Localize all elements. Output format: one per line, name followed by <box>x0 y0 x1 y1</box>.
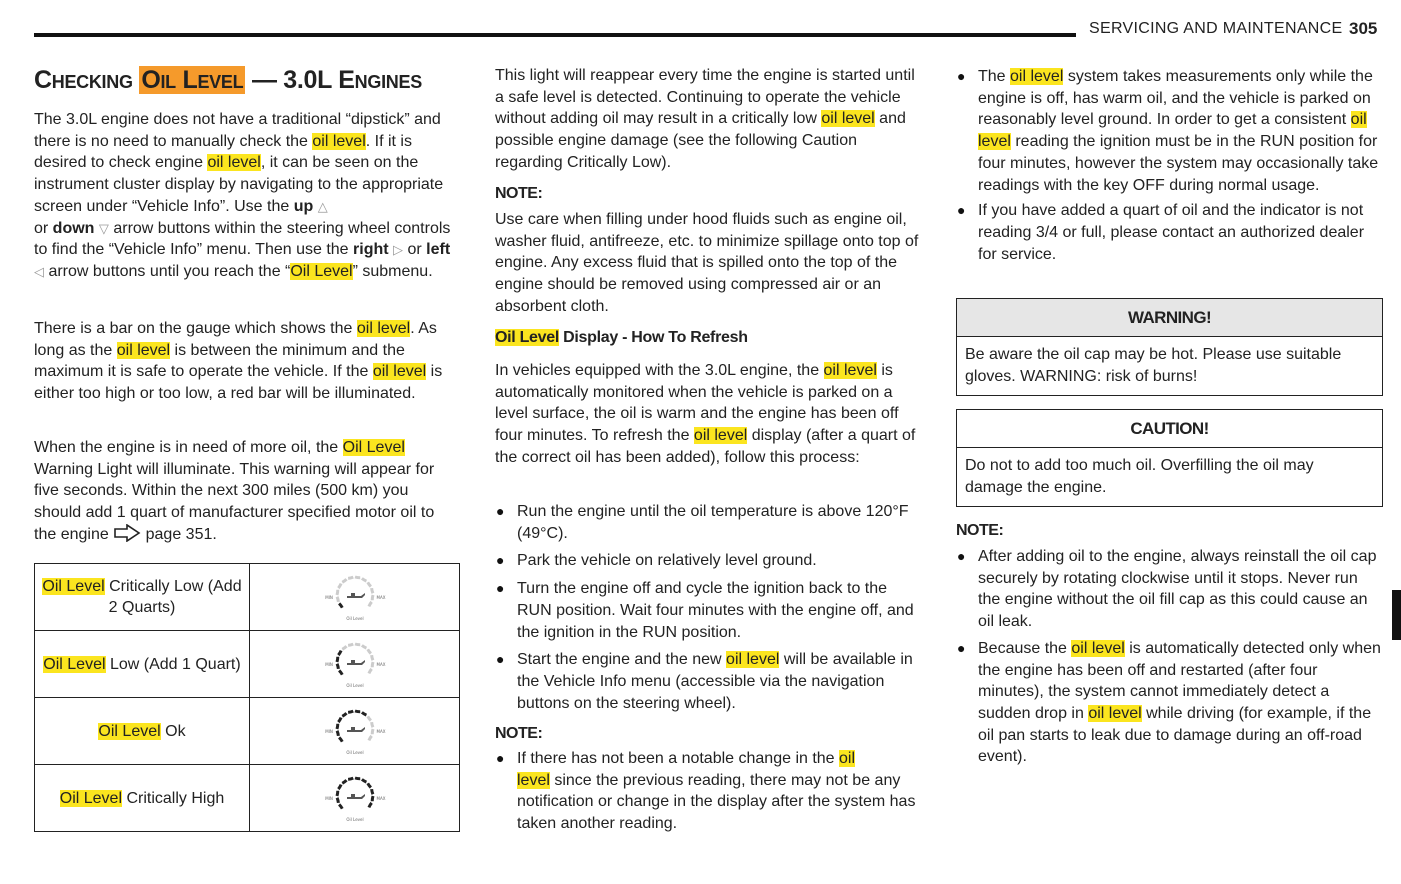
gauge-segment <box>348 644 353 645</box>
gauge-segment <box>367 649 370 653</box>
gauge-segment <box>342 713 346 716</box>
note-heading: NOTE: <box>495 185 543 202</box>
down-arrow-icon: ▽ <box>98 220 109 236</box>
section-tab-marker <box>1392 590 1401 640</box>
gauge-segment <box>368 736 371 741</box>
gauge-max-label: MAX <box>376 595 385 600</box>
list-item: ● The oil level system takes measurements only while the engine is off, has warm oil, and the vehicle is parked on reasonably level ground. In order to get a consistent oil level reading the ignition must be in the RUN position for four minutes, however the system may occasionally take readings with the key OFF during normal usage. <box>956 66 1381 196</box>
gauge-segment <box>339 603 342 607</box>
gauge-name-label: Oil Level <box>345 750 364 755</box>
left-arrow-icon: ◁ <box>34 263 44 279</box>
measurement-list <box>956 66 1381 265</box>
table-row <box>35 698 460 765</box>
gauge-segment <box>371 722 372 727</box>
oil-level-gauge-table <box>34 563 460 832</box>
gauge-segment <box>361 578 366 581</box>
gauge-cell <box>250 765 460 832</box>
gauge-segment <box>367 716 370 720</box>
page-number: 305 <box>1349 19 1378 38</box>
warning-text: Be aware the oil cap may be hot. Please use suitable gloves. WARNING: risk of burns! <box>965 346 1342 385</box>
reappear-paragraph: This light will reappear every time the engine is started until a safe level is detected. Continuing to operate the vehicle without adding oil may result in a critically low oil level and possible engine damage (see the following Caution regarding Critically Low). <box>495 67 915 171</box>
table-row <box>35 631 460 698</box>
gauge-min-label: MIN <box>324 662 333 667</box>
gauge-name-label: Oil Level <box>345 817 364 822</box>
gauge-segment <box>367 582 370 586</box>
page-reference-arrow-icon <box>113 524 141 542</box>
gauge-segment <box>348 778 353 779</box>
gauge-segment <box>361 645 366 648</box>
gauge-segment <box>337 657 338 662</box>
note-heading: NOTE: <box>956 522 1004 539</box>
warning-light-paragraph: When the engine is in need of more oil, the Oil Level Warning Light will illuminate. This warning will appear for five seconds. Within the next 300 miles (500 km) you should add 1 quart of manufacturer specified motor oil to the engine page 351. <box>34 439 435 543</box>
gauge-name-label: Oil Level <box>345 683 364 688</box>
gauge-name-label: Oil Level <box>345 616 364 621</box>
gauge-segment <box>339 670 342 674</box>
gauge-segment <box>372 729 373 734</box>
gauge-max-label: MAX <box>376 729 385 734</box>
gauge-segment <box>355 644 360 645</box>
gauge-state-label: Oil Level Critically Low (Add 2 Quarts) <box>35 564 250 631</box>
warning-box <box>956 298 1383 396</box>
gauge-state-label: Oil Level Low (Add 1 Quart) <box>35 631 250 698</box>
gauge-segment <box>371 588 372 593</box>
gauge-segment <box>372 595 373 600</box>
gauge-segment <box>337 731 338 736</box>
page-title <box>34 66 422 95</box>
gauge-segment <box>337 798 338 803</box>
gauge-segment <box>372 796 373 801</box>
table-row <box>35 564 460 631</box>
list-item: ● Run the engine until the oil temperature is above 120°F (49°C). <box>495 501 920 544</box>
gauge-min-label: MIN <box>324 796 333 801</box>
gauge-segment <box>337 724 338 729</box>
gauge-segment <box>339 737 342 741</box>
gauge-segment <box>348 577 353 578</box>
caution-heading: CAUTION! <box>957 410 1382 448</box>
note-heading: NOTE: <box>495 725 543 742</box>
oil-level-gauge-icon <box>315 703 395 759</box>
gauge-segment <box>348 711 353 712</box>
note-text: Use care when filling under hood fluids such as engine oil, washer fluid, antifreeze, etc. to minimize spillage onto top of engine. Any excess fluid that is spilled onto the top of the engine should be removed using compressed air or an absorbent cloth. <box>495 211 919 315</box>
gauge-segment <box>361 712 366 715</box>
list-item: ● If you have added a quart of oil and the indicator is not reading 3/4 or full, please contact an authorized dealer for service. <box>956 200 1381 265</box>
gauge-cell <box>250 698 460 765</box>
gauge-segment <box>355 577 360 578</box>
title-suffix: — 3.0L Engines <box>245 66 422 94</box>
table-row <box>35 765 460 832</box>
gauge-segment <box>338 584 341 589</box>
title-highlight: Oil Level <box>141 66 244 94</box>
gauge-segment <box>371 655 372 660</box>
gauge-max-label: MAX <box>376 796 385 801</box>
gauge-segment <box>342 579 346 582</box>
oil-can-icon <box>347 593 365 598</box>
gauge-segment <box>368 669 371 674</box>
gauge-segment <box>337 590 338 595</box>
list-item: ● Turn the engine off and cycle the ignition back to the RUN position. Wait four minutes with the engine off, and the ignition in the RUN position. <box>495 578 920 643</box>
intro-paragraph: The 3.0L engine does not have a traditional “dipstick” and there is no need to manually check the oil level. If it is desired to check engine oil level, it can be seen on the instrument cluster display by navigating to the appropriate screen under “Vehicle Info”. Use the up △ or down ▽ arrow buttons within the steering wheel controls to find the “Vehicle Info” menu. Then use the right ▷ or left ◁ arrow buttons until you reach the “Oil Level” submenu. <box>34 111 451 280</box>
refresh-paragraph: In vehicles equipped with the 3.0L engine, the oil level is automatically monitored when the vehicle is parked on a level surface, the oil is warm and the engine has been off four minutes. To refresh the oil level display (after a quart of the correct oil has been added), follow this process: <box>495 362 916 466</box>
gauge-segment <box>355 778 360 779</box>
gauge-min-label: MIN <box>324 729 333 734</box>
oil-can-icon <box>347 660 365 665</box>
gauge-state-label: Oil Level Critically High <box>35 765 250 832</box>
page-reference-link[interactable]: page 351. <box>141 525 217 543</box>
gauge-segment <box>342 646 346 649</box>
oil-level-gauge-icon <box>315 569 395 625</box>
oil-can-icon <box>347 794 365 799</box>
gauge-segment <box>337 664 338 669</box>
gauge-segment <box>338 651 341 656</box>
gauge-segment <box>368 602 371 607</box>
gauge-max-label: MAX <box>376 662 385 667</box>
list-item: ● Because the oil level is automatically detected only when the engine has been off and restarted (after four minutes), the system cannot immediately detect a sudden drop in oil level while driving (for example, if the oil pan starts to leak due to damage during an off-road event). <box>956 638 1381 768</box>
gauge-segment <box>368 803 371 808</box>
gauge-segment <box>355 711 360 712</box>
gauge-segment <box>337 597 338 602</box>
up-arrow-icon: △ <box>317 198 328 214</box>
header-rule <box>34 33 1076 37</box>
gauge-state-label: Oil Level Ok <box>35 698 250 765</box>
gauge-segment <box>367 783 370 787</box>
gauge-segment <box>338 718 341 723</box>
gauge-segment <box>372 662 373 667</box>
oil-level-gauge-icon <box>315 770 395 826</box>
oil-can-icon <box>347 727 365 732</box>
list-item: ● After adding oil to the engine, always reinstall the oil cap securely by rotating clockwise until it stops. Never run the engine without the oil fill cap as this could cause an oil leak. <box>956 546 1381 633</box>
gauge-cell <box>250 564 460 631</box>
caution-text: Do not to add too much oil. Overfilling the oil may damage the engine. <box>965 457 1314 496</box>
list-item: ● Start the engine and the new oil level will be available in the Vehicle Info menu (accessible via the navigation buttons on the steering wheel). <box>495 649 920 714</box>
gauge-segment <box>361 779 366 782</box>
section-title: SERVICING AND MAINTENANCE <box>1089 20 1343 37</box>
note-list <box>495 748 920 835</box>
refresh-steps-list <box>495 501 920 714</box>
note-list <box>956 546 1381 768</box>
gauge-segment <box>337 791 338 796</box>
right-arrow-icon: ▷ <box>393 242 404 258</box>
warning-heading: WARNING! <box>957 299 1382 337</box>
oil-level-gauge-icon <box>315 636 395 692</box>
gauge-cell <box>250 631 460 698</box>
refresh-subheading: Oil Level Display - How To Refresh <box>495 329 748 346</box>
list-item: ● Park the vehicle on relatively level ground. <box>495 550 920 572</box>
title-prefix: Checking <box>34 66 140 94</box>
gauge-min-label: MIN <box>324 595 333 600</box>
gauge-paragraph: There is a bar on the gauge which shows the oil level. As long as the oil level is between the minimum and the maximum it is safe to operate the vehicle. If the oil level is either too high or too low, a red bar will be illuminated. <box>34 320 443 403</box>
gauge-segment <box>338 785 341 790</box>
gauge-segment <box>371 789 372 794</box>
list-item: ● If there has not been a notable change in the oil level since the previous reading, there may not be any notification or change in the display after the system has taken another reading. <box>495 748 920 835</box>
gauge-segment <box>342 780 346 783</box>
caution-box <box>956 409 1383 507</box>
gauge-segment <box>339 804 342 808</box>
